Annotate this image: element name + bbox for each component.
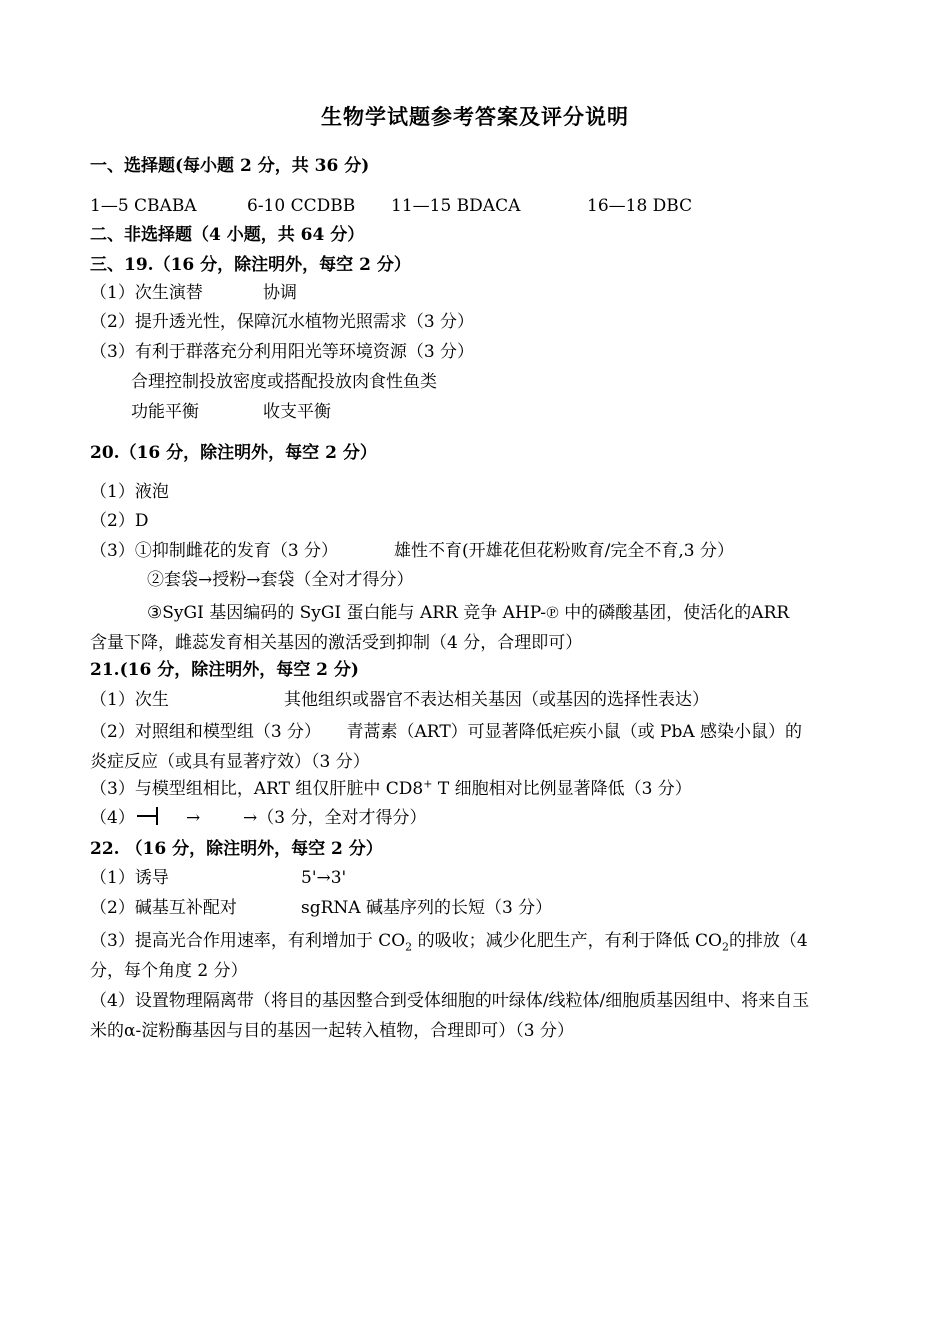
q22-answer-3 (90, 926, 810, 986)
q20-answer-1: （1）液泡 (90, 482, 169, 502)
q22-answer-3-p1: （3）提高光合作用速率，有利增加于 CO (90, 931, 406, 951)
q21-header: 21.(16 分，除注明外，每空 2 分) (90, 660, 359, 680)
q20-answer-3c: ②套袋→授粉→套袋（全对才得分） (147, 570, 414, 590)
q22-answer-2a: （2）碱基互补配对 (90, 898, 237, 918)
q19-answer-3c: 功能平衡 (131, 402, 199, 422)
q20-answer-3d: ③SyGI 基因编码的 SyGI 蛋白能与 ARR 竞争 AHP-℗ 中的磷酸基团，使活化的ARR 含量下降，雌蕊发育相关基因的激活受到抑制（4 分，合理即可） (90, 603, 790, 653)
q19-answer-3d: 收支平衡 (263, 402, 331, 422)
section-choice-header: 一、选择题(每小题 2 分，共 36 分) (90, 156, 370, 176)
q22-answer-3-sub1: 2 (405, 940, 413, 954)
q22-answer-2 (90, 896, 870, 920)
q20-answer-3b: 雄性不育(开雄花但花粉败育/完全不育,3 分） (394, 541, 734, 561)
q21-answer-4 (90, 806, 870, 830)
q20-answer-3ab (90, 539, 870, 563)
q21-answer-3-sup: + (423, 777, 433, 791)
choice-answers-1-5: 1—5 CBABA (90, 196, 197, 216)
q22-answer-1b: 5'→3' (301, 868, 347, 888)
q21-answer-1a: （1）次生 (90, 690, 169, 710)
choice-answers-6-10: 6-10 CCDBB (247, 196, 356, 216)
page-title: 生物学试题参考答案及评分说明 (321, 104, 629, 129)
q21-answer-1b: 其他组织或器官不表达相关基因（或基因的选择性表达） (284, 690, 709, 710)
section-nonchoice-header: 二、非选择题（4 小题，共 64 分） (90, 225, 365, 245)
q21-answer-4-arrow2: →（3 分，全对才得分） (243, 808, 427, 828)
q21-answer-4-pre: （4） (90, 808, 135, 828)
q19-answer-1 (90, 281, 870, 305)
q21-answer-3-pre: （3）与模型组相比，ART 组仅肝脏中 CD8 (90, 779, 424, 799)
choice-answers-11-15: 11—15 BDACA (391, 196, 521, 216)
q21-answer-1 (90, 688, 870, 712)
q19-header: 三、19.（16 分，除注明外，每空 2 分） (90, 255, 411, 275)
inhibition-symbol-icon (137, 806, 159, 826)
q19-answer-1a: （1）次生演替 (90, 283, 203, 303)
q21-answer-2: （2）对照组和模型组（3 分） 青蒿素（ART）可显著降低疟疾小鼠（或 PbA 感染小鼠）的炎症反应（或具有显著疗效）（3 分） (90, 722, 803, 772)
q21-answer-3 (90, 777, 870, 801)
q19-answer-3a: （3）有利于群落充分利用阳光等环境资源（3 分） (90, 342, 475, 362)
q21-answer-3-post: T 细胞相对比例显著降低（3 分） (432, 779, 692, 799)
q19-answer-1b: 协调 (263, 283, 297, 303)
q21-answer-4-arrow1: → (186, 808, 201, 828)
q20-header: 20.（16 分，除注明外，每空 2 分） (90, 443, 377, 463)
q22-answer-4: （4）设置物理隔离带（将目的基因整合到受体细胞的叶绿体/线粒体/细胞质基因组中、将来自玉米的α-淀粉酶基因与目的基因一起转入植物，合理即可）（3 分） (90, 991, 810, 1041)
q19-answer-2: （2）提升透光性，保障沉水植物光照需求（3 分） (90, 312, 475, 332)
q22-answer-1 (90, 866, 870, 890)
q20-answer-3a: （3）①抑制雌花的发育（3 分） (90, 541, 339, 561)
choice-answers-16-18: 16—18 DBC (587, 196, 693, 216)
q22-answer-3-sub2: 2 (721, 940, 729, 954)
q22-answer-3-p3: 的排放（4 分，每个角度 2 分） (90, 931, 808, 981)
q22-answer-3-p2: 的吸收；减少化肥生产，有利于降低 CO (412, 931, 722, 951)
q20-answer-2: （2）D (90, 511, 149, 531)
q22-header: 22. （16 分，除注明外，每空 2 分） (90, 839, 383, 859)
q19-answer-3b: 合理控制投放密度或搭配投放肉食性鱼类 (131, 372, 437, 392)
q22-answer-2b: sgRNA 碱基序列的长短（3 分） (301, 898, 553, 918)
q19-answer-3cd (131, 400, 911, 424)
q22-answer-1a: （1）诱导 (90, 868, 169, 888)
